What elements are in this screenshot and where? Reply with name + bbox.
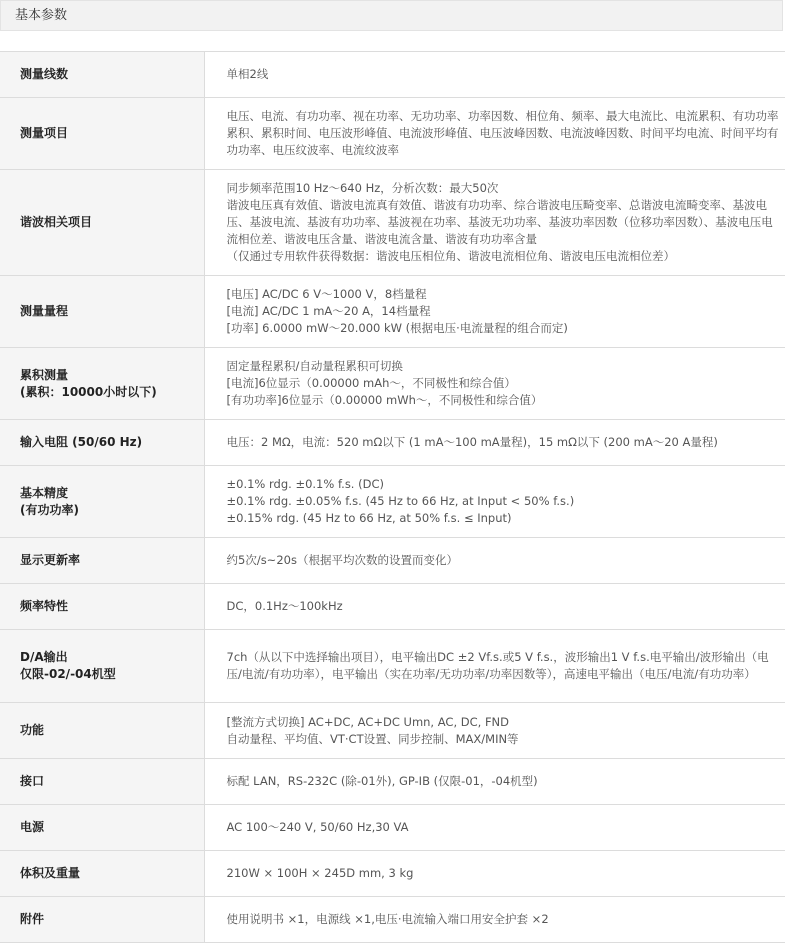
- spec-value-line: ±0.1% rdg. ±0.1% f.s. (DC): [226, 477, 384, 491]
- spec-label: [0, 348, 204, 420]
- spec-label-line: 测量线数: [20, 67, 69, 81]
- spec-row: [0, 759, 785, 805]
- spec-value: [204, 348, 785, 420]
- spec-value-line: 自动量程、平均值、VT·CT设置、同步控制、MAX/MIN等: [226, 731, 519, 746]
- spec-value: [204, 420, 785, 466]
- spec-value-line: ±0.15% rdg. (45 Hz to 66 Hz, at 50% f.s. ≤ Input): [226, 511, 512, 525]
- spec-row: [0, 52, 785, 98]
- spec-row: [0, 630, 785, 703]
- spec-row: [0, 851, 785, 897]
- spec-value-line: 电压、电流、有功功率、视在功率、无功功率、功率因数、相位角、频率、最大电流比、电流累积、有功功率累积、累积时间、电压波形峰值、电流波形峰值、电压波峰因数、电流波峰因数、时间平均电流、时间平均有功功率、电压纹波率、电流纹波率: [226, 109, 779, 157]
- spec-value-line: [功率] 6.0000 mW～20.000 kW (根据电压·电流量程的组合而定): [226, 321, 568, 335]
- spec-value-line: 电压：2 MΩ，电流：520 mΩ以下 (1 mA～100 mA量程)，15 mΩ以下 (200 mA～20 A量程): [226, 435, 718, 449]
- spec-label-line: 仅限-02/-04机型: [20, 667, 116, 681]
- spec-value: [204, 276, 785, 348]
- spec-table: [0, 51, 785, 943]
- spec-label: [0, 52, 204, 98]
- spec-row: [0, 538, 785, 584]
- spec-value: [204, 851, 785, 897]
- spec-row: [0, 98, 785, 170]
- section-title: 基本参数: [15, 8, 68, 23]
- spec-value-line: 约5次/s~20s（根据平均次数的设置而变化）: [226, 553, 458, 567]
- spec-row: [0, 276, 785, 348]
- spec-label-line: 累积测量: [20, 367, 69, 382]
- spec-label-line: (有功功率): [20, 502, 79, 517]
- spec-label-line: 测量量程: [20, 304, 69, 318]
- spec-label: [0, 851, 204, 897]
- spec-value: [204, 703, 785, 759]
- spec-value-line: [电流] AC/DC 1 mA～20 A，14档量程: [226, 304, 431, 318]
- spec-value-line: 7ch（从以下中选择输出项目），电平输出DC ±2 Vf.s.或5 V f.s.，波形输出1 V f.s.电平输出/波形输出（电压/电流/有功功率），电平输出（实在功率/无功功率/功率因数等），高速电平输出（电压/电流/有功功率）: [226, 650, 769, 681]
- spec-label: [0, 170, 204, 276]
- spec-label: [0, 759, 204, 805]
- section-header: [0, 0, 783, 31]
- spec-value-line: 谐波电压真有效值、谐波电流真有效值、谐波有功功率、综合谐波电压畸变率、总谐波电流畸变率、基波电压、基波电流、基波有功功率、基波视在功率、基波无功功率、基波功率因数（位移功率因数）、基波电压电流相位差、谐波电压含量、谐波电流含量、谐波有功功率含量: [226, 198, 773, 246]
- spec-value: [204, 759, 785, 805]
- spec-row: [0, 466, 785, 538]
- spec-row: [0, 348, 785, 420]
- spec-value-line: 使用说明书 ×1，电源线 ×1,电压·电流输入端口用安全护套 ×2: [226, 912, 549, 926]
- spec-value-line: 同步频率范围10 Hz～640 Hz，分析次数：最大50次: [226, 181, 499, 195]
- spec-value-line: [电压] AC/DC 6 V～1000 V，8档量程: [226, 287, 427, 301]
- spec-label: [0, 897, 204, 943]
- spec-row: [0, 703, 785, 759]
- spec-row: [0, 584, 785, 630]
- spec-label-line: 功能: [20, 723, 45, 737]
- spec-label: [0, 420, 204, 466]
- spec-value-line: 标配 LAN，RS-232C (除-01外), GP-IB (仅限-01，-04机型): [226, 774, 538, 788]
- spec-value-line: 固定量程累积/自动量程累积可切换: [226, 359, 403, 373]
- spec-value: [204, 52, 785, 98]
- spec-value: [204, 170, 785, 276]
- spec-label: [0, 584, 204, 630]
- spec-value-line: [有功功率]6位显示（0.00000 mWh～，不同极性和综合值）: [226, 393, 543, 407]
- spec-value: [204, 805, 785, 851]
- spec-value-line: AC 100～240 V, 50/60 Hz,30 VA: [226, 820, 409, 834]
- spec-value-line: （仅通过专用软件获得数据：谐波电压相位角、谐波电流相位角、谐波电压电流相位差）: [226, 249, 675, 263]
- spec-label-line: 谐波相关项目: [20, 215, 93, 229]
- spec-value-line: DC，0.1Hz～100kHz: [226, 599, 343, 613]
- spec-label-line: 显示更新率: [20, 553, 81, 567]
- spec-label: [0, 805, 204, 851]
- spec-value-line: 210W × 100H × 245D mm, 3 kg: [226, 866, 414, 880]
- spec-value: [204, 630, 785, 703]
- spec-label-line: 基本精度: [20, 485, 69, 500]
- spec-label-line: 附件: [20, 912, 45, 926]
- spec-value-line: [整流方式切换] AC+DC, AC+DC Umn, AC, DC, FND: [226, 714, 510, 729]
- spec-label-line: 测量项目: [20, 126, 69, 140]
- spec-label: [0, 276, 204, 348]
- spec-value: [204, 98, 785, 170]
- spec-row: [0, 897, 785, 943]
- spec-label: [0, 703, 204, 759]
- spec-label-line: 频率特性: [20, 599, 69, 613]
- spec-label-line: 输入电阻 (50/60 Hz): [20, 435, 143, 449]
- spec-value: [204, 584, 785, 630]
- spec-value: [204, 466, 785, 538]
- spec-row: [0, 170, 785, 276]
- spec-label: [0, 630, 204, 703]
- spec-label-line: 电源: [20, 820, 45, 834]
- spec-label: [0, 466, 204, 538]
- spec-label-line: (累积：10000小时以下): [20, 384, 157, 399]
- spec-value-line: ±0.1% rdg. ±0.05% f.s. (45 Hz to 66 Hz, at Input < 50% f.s.): [226, 494, 575, 508]
- spec-row: [0, 805, 785, 851]
- spec-label: [0, 98, 204, 170]
- spec-label-line: 接口: [20, 774, 45, 788]
- spec-label-line: D/A输出: [20, 650, 68, 664]
- spec-value: [204, 897, 785, 943]
- spec-value: [204, 538, 785, 584]
- spec-label: [0, 538, 204, 584]
- spec-row: [0, 420, 785, 466]
- spec-label-line: 体积及重量: [20, 866, 81, 880]
- spec-value-line: [电流]6位显示（0.00000 mAh～，不同极性和综合值）: [226, 376, 516, 390]
- spec-value-line: 单相2线: [226, 67, 269, 81]
